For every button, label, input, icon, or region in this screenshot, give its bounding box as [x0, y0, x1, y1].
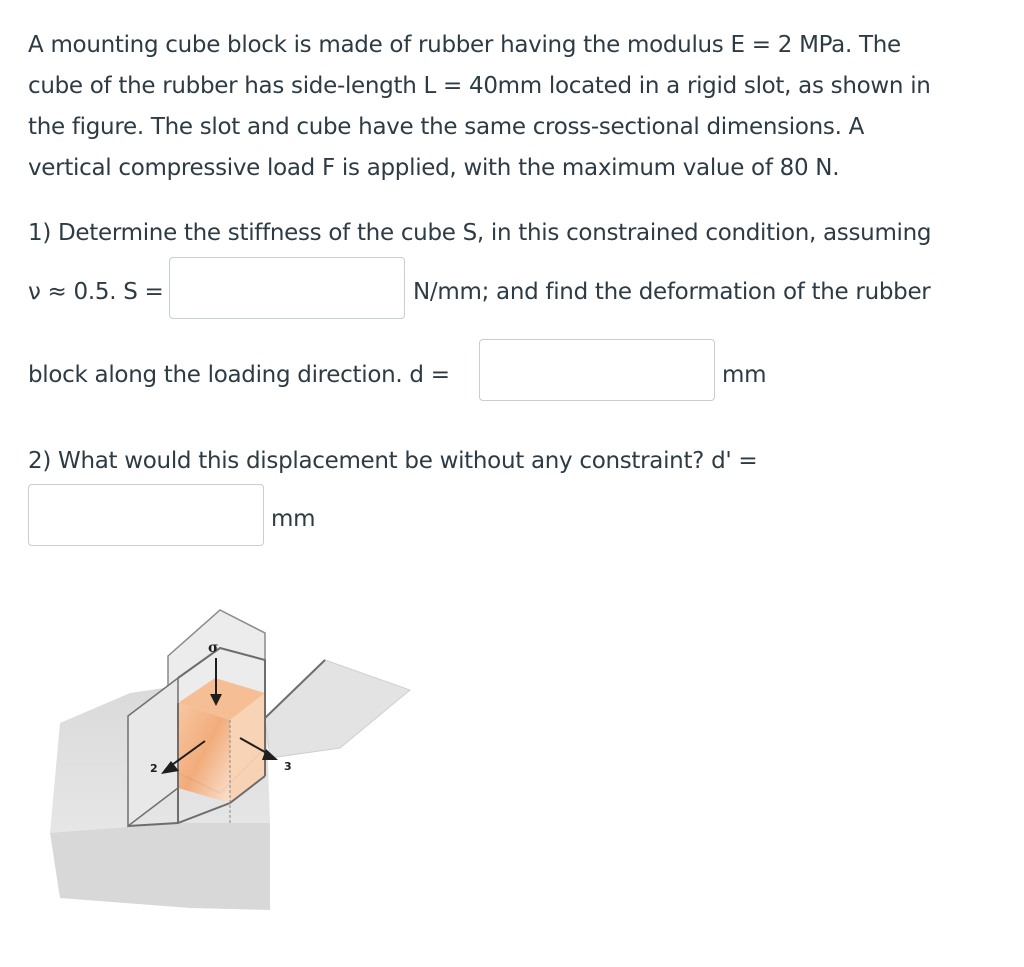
- deformation-label: block along the loading direction. d =: [28, 362, 450, 388]
- stiffness-input[interactable]: [169, 257, 405, 319]
- intro-line-3: the figure. The slot and cube have the same cross-sectional dimensions. A: [28, 114, 865, 140]
- question-2-text: 2) What would this displacement be without any constraint? d' =: [28, 448, 758, 474]
- deformation-unit: mm: [722, 362, 767, 388]
- unconstrained-displacement-input[interactable]: [28, 484, 264, 546]
- unconstrained-displacement-unit: mm: [271, 506, 316, 532]
- rubber-cube-front: [178, 703, 230, 803]
- sigma-label: σ: [208, 640, 219, 656]
- intro-line-1: A mounting cube block is made of rubber having the modulus E = 2 MPa. The: [28, 32, 901, 58]
- intro-line-2: cube of the rubber has side-length L = 40mm located in a rigid slot, as shown in: [28, 73, 931, 99]
- slot-right-plane: [265, 660, 410, 758]
- axis-3-label: 3: [284, 760, 292, 773]
- intro-line-4: vertical compressive load F is applied, with the maximum value of 80 N.: [28, 155, 840, 181]
- slot-cube-figure: [40, 598, 420, 918]
- axis-2-label: 2: [150, 762, 158, 775]
- stiffness-unit-text: N/mm; and find the deformation of the rubber: [413, 279, 931, 305]
- slot-front-plane: [50, 823, 270, 910]
- question-1-text: 1) Determine the stiffness of the cube S, in this constrained condition, assuming: [28, 220, 932, 246]
- deformation-input[interactable]: [479, 339, 715, 401]
- stiffness-label: ν ≈ 0.5. S =: [28, 279, 164, 305]
